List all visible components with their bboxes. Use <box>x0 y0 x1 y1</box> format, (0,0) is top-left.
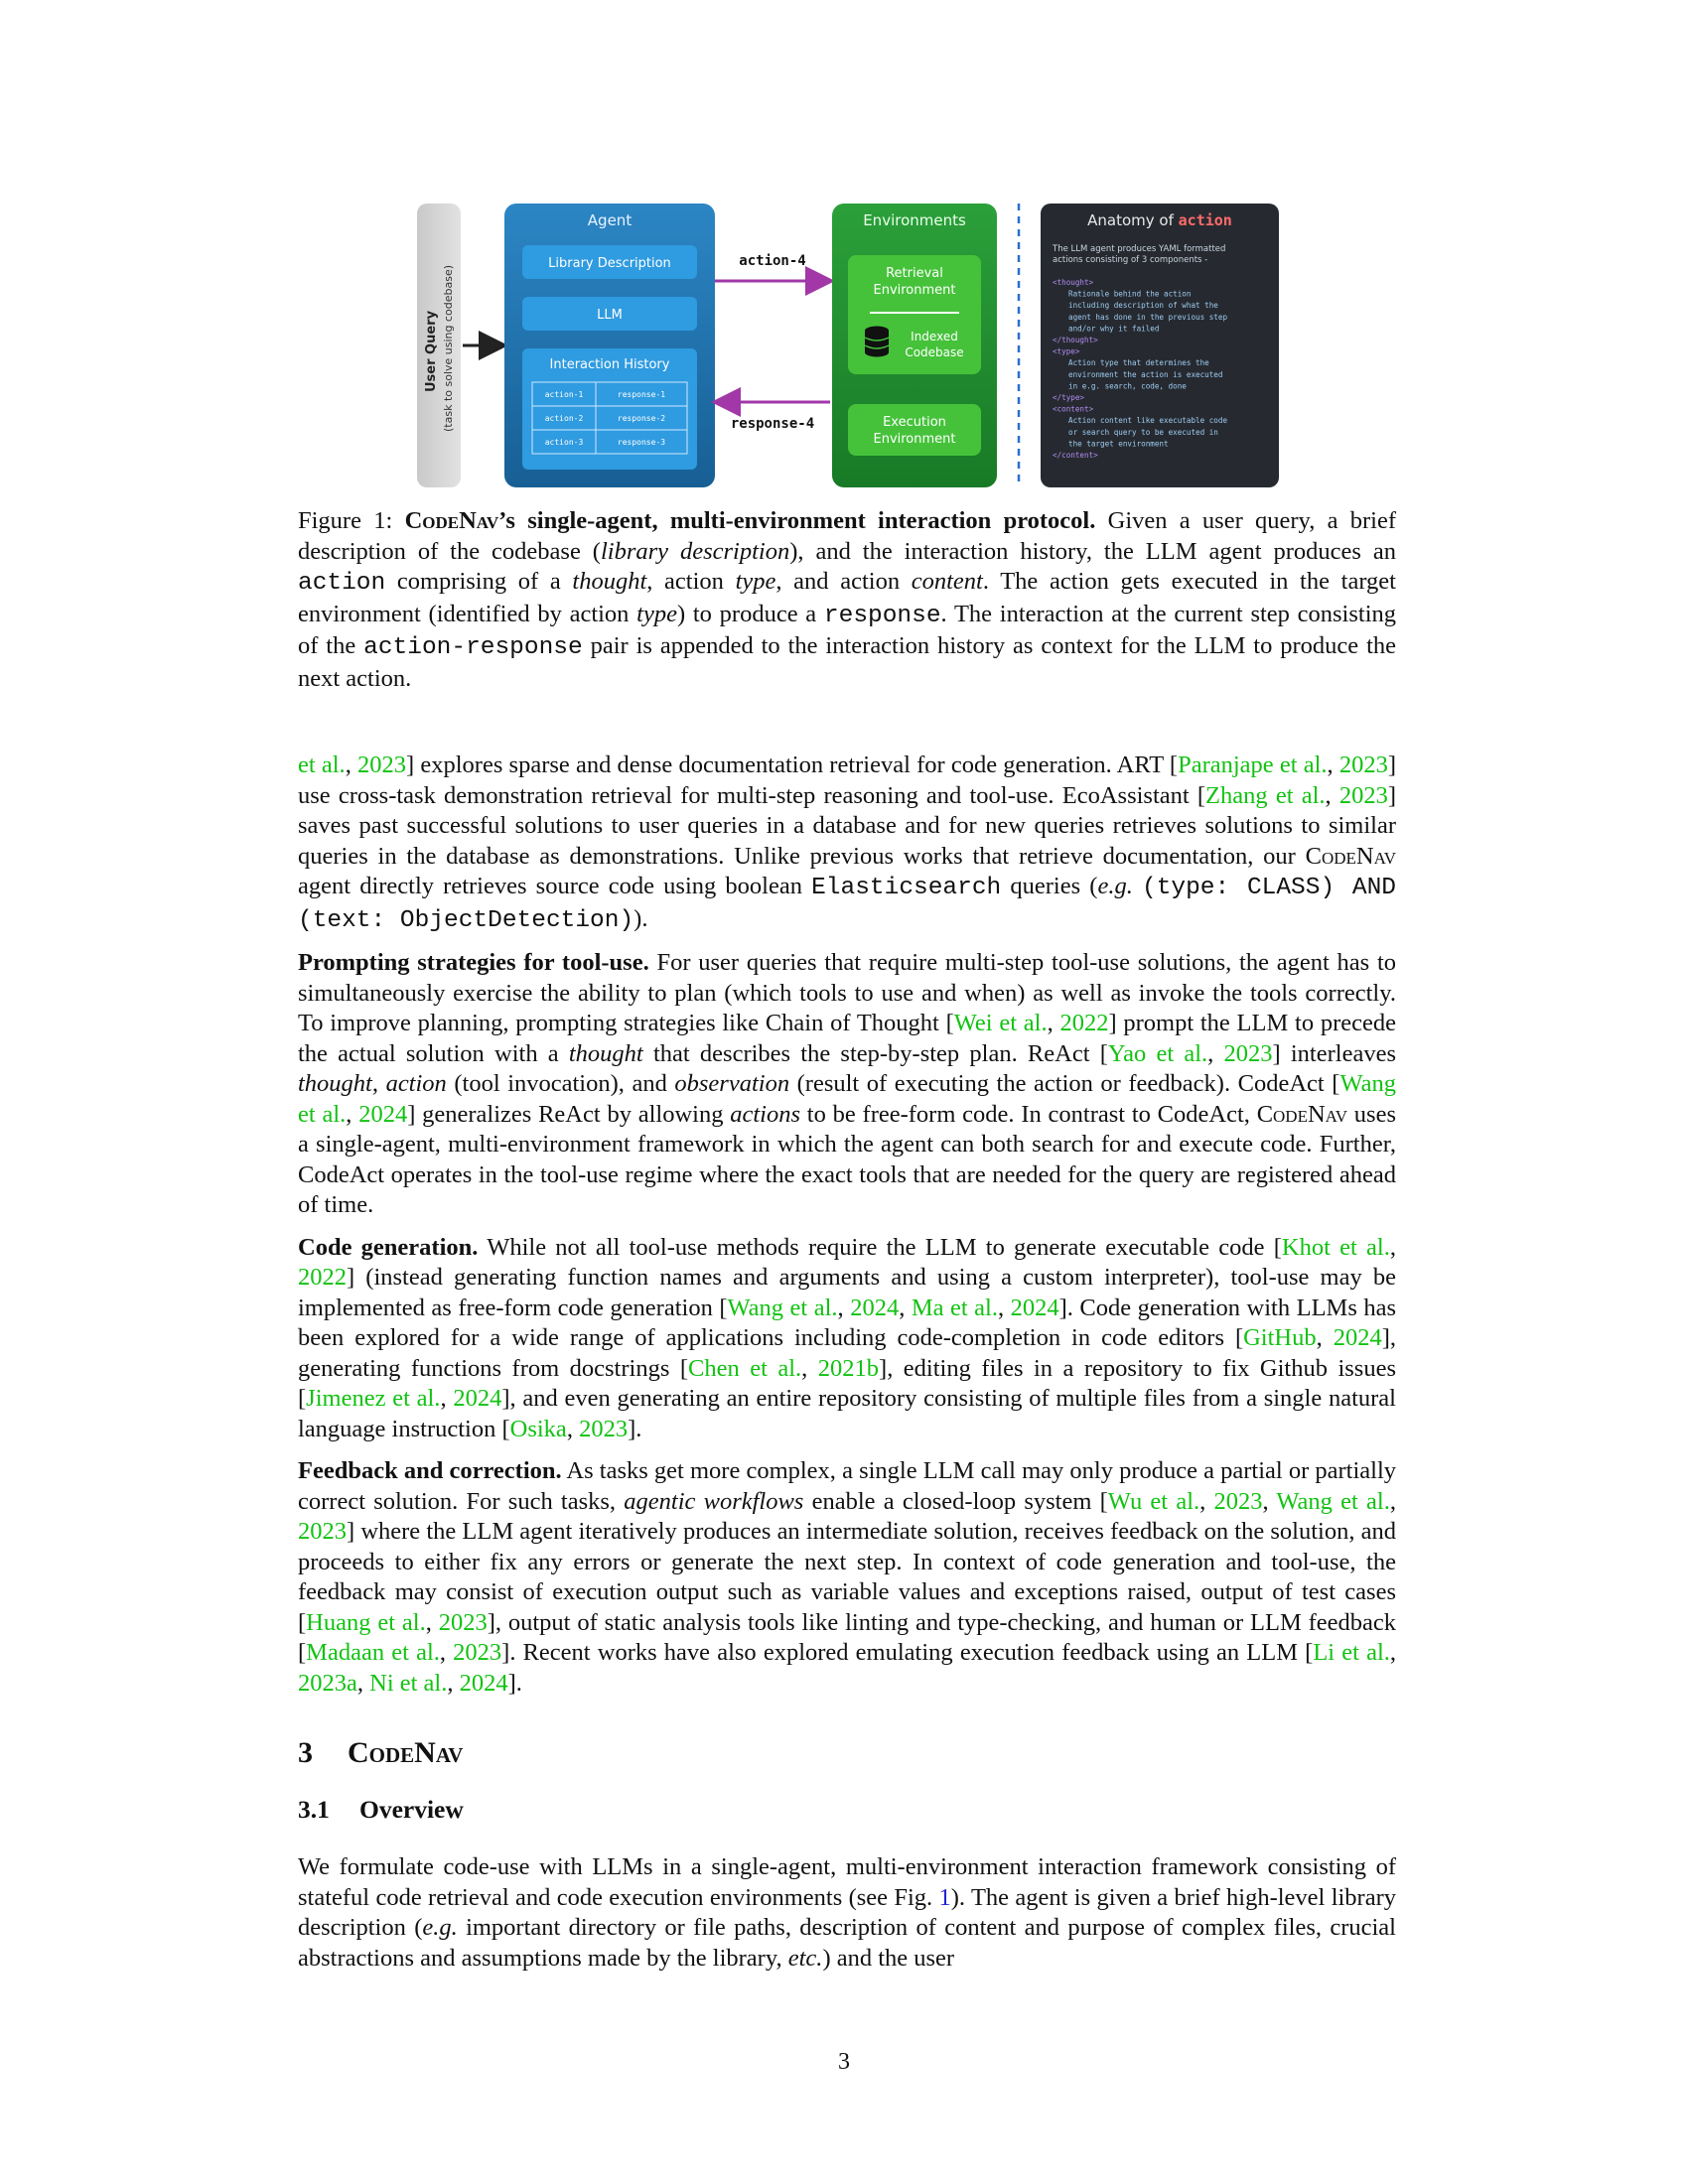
caption-text: . The interaction at the current step consisting of the <box>298 600 1397 659</box>
citation-link[interactable]: Madaan et al. <box>306 1639 440 1666</box>
inline-code: (type: CLASS) AND (text: ObjectDetection) <box>298 875 1396 934</box>
retrieval-env-line1: Retrieval <box>886 266 943 281</box>
figure-reference-link[interactable]: 1 <box>938 1883 951 1911</box>
section-heading <box>298 1738 1396 1769</box>
caption-text: , and action <box>775 568 912 595</box>
code-text-line: in e.g. search, code, done <box>1068 381 1187 391</box>
history-action-cell: action-1 <box>544 390 584 399</box>
codenav-name: CodeNav <box>404 507 499 534</box>
indexed-codebase-line1: Indexed <box>911 330 958 343</box>
environments-panel <box>832 204 997 487</box>
citation-link[interactable]: Paranjape et al. <box>1178 751 1328 778</box>
page-number: 3 <box>838 2049 850 2075</box>
code-tag-line: </type> <box>1053 393 1085 402</box>
caption-text: comprising of a <box>385 568 573 595</box>
caption-text: ) to produce a <box>676 600 824 627</box>
citation-link[interactable]: 2023 <box>1213 1487 1263 1515</box>
citation-link[interactable]: 2023 <box>453 1639 502 1666</box>
paragraph-code-generation: Code generation. While not all tool-use methods require the LLM to generate executable code [Khot et al., 2022] (instead generating function names and arguments and using a custom interpreter), tool-use may be implemented as free-form code generation [Wang et al., 2024, Ma et al., 2024]. Code generation with LLMs has been explored for a wide range of applications including code-completion in code editors [GitHub, 2024], generating functions from docstrings [Chen et al., 2021b], editing files in a repository to fix Github issues [Jimenez et al., 2024], and even generating an entire repository consisting of multiple files from a single natural language instruction [Osika, 2023]. <box>298 1233 1397 1442</box>
code-text-line: agent has done in the previous step <box>1068 312 1228 322</box>
history-action-cell: action-3 <box>544 438 584 447</box>
citation-link[interactable]: 2024 <box>453 1385 502 1412</box>
citation-link[interactable]: 2023 <box>298 1518 347 1545</box>
citation-link[interactable]: GitHub <box>1243 1324 1317 1351</box>
response-arrow-label: response-4 <box>730 416 815 432</box>
caption-bold-rest: ’s single-agent, multi-environment interaction protocol. <box>498 507 1096 534</box>
paragraph-prompting: Prompting strategies for tool-use. For user queries that require multi-step tool-use solutions, the agent has to simultaneously exercise the ability to plan (which tools to use and when) as well as invoke the tools correctly. To improve planning, prompting strategies like Chain of Thought [Wei et al., 2022] prompt the LLM to precede the actual solution with a thought that describes the step-by-step plan. ReAct [Yao et al., 2023] interleaves thought, action (tool invocation), and observation (result of executing the action or feedback). CodeAct [Wang et al., 2024] generalizes ReAct by allowing actions to be free-form code. In contrast to CodeAct, CodeNav uses a single-agent, multi-environment framework in which the agent can both search for and execute code. Further, CodeAct operates in the tool-use regime where the exact tools that are needed for the query are registered ahead of time. <box>298 949 1397 1218</box>
citation-link[interactable]: Ni et al. <box>369 1669 448 1697</box>
citation-link[interactable]: 2023 <box>1338 781 1388 809</box>
inline-code: Elasticsearch <box>811 875 1002 901</box>
section-title: CodeNav <box>348 1736 464 1769</box>
code-text-line: Rationale behind the action <box>1068 289 1192 299</box>
paragraph-heading: Feedback and correction. <box>298 1457 562 1484</box>
citation-link[interactable]: 2023 <box>438 1608 488 1636</box>
anatomy-title: Anatomy of action <box>1087 211 1232 229</box>
subsection-heading <box>298 1795 1396 1826</box>
action-arrow-label: action-4 <box>739 253 806 269</box>
codenav-name: CodeNav <box>1256 1100 1348 1128</box>
citation-link[interactable]: 2022 <box>298 1264 347 1291</box>
code-tag-line: </thought> <box>1053 336 1098 344</box>
citation-link[interactable]: Wu et al. <box>1107 1487 1200 1515</box>
caption-bold-title <box>405 507 1096 534</box>
caption-code: response <box>823 602 941 629</box>
figure-1 <box>417 204 1281 491</box>
caption-text: pair is appended to the interaction history as context for the LLM to produce the next action. <box>298 632 1396 692</box>
caption-italic: type <box>735 568 776 595</box>
code-text-line: or search query to be executed in <box>1068 427 1218 437</box>
citation-link[interactable]: Osika <box>509 1415 567 1442</box>
body-text <box>298 751 1396 1985</box>
citation-link[interactable]: 2024 <box>1333 1324 1382 1351</box>
anatomy-title-keyword: action <box>1178 211 1232 229</box>
anatomy-desc-line2: actions consisting of 3 components - <box>1053 255 1208 265</box>
code-text-line: the target environment <box>1068 439 1169 449</box>
citation-link[interactable]: 2024 <box>358 1100 408 1128</box>
indexed-codebase-line2: Codebase <box>905 345 964 359</box>
code-tag-line: <type> <box>1053 346 1080 356</box>
figure-caption <box>298 506 1396 694</box>
citation-link[interactable]: 2022 <box>1059 1010 1109 1036</box>
citation-link[interactable]: Zhang et al. <box>1205 781 1326 809</box>
caption-text: ), and the interaction history, the LLM agent produces an <box>789 537 1396 565</box>
caption-text: . The action gets executed in the target environment (identified by action <box>298 568 1396 627</box>
execution-env-line2: Environment <box>873 432 956 447</box>
citation-link[interactable]: 2023 <box>579 1415 629 1442</box>
citation-link[interactable]: Wang et al. <box>298 1070 1396 1128</box>
anatomy-desc-line1: The LLM agent produces YAML formatted <box>1053 244 1226 254</box>
execution-env-line1: Execution <box>883 415 946 430</box>
history-response-cell: response-1 <box>617 390 666 399</box>
caption-code: action-response <box>363 634 583 661</box>
user-query-panel <box>417 204 461 487</box>
caption-italic: type <box>636 600 677 627</box>
llm-label: LLM <box>597 308 623 323</box>
subsection-number: 3.1 <box>298 1794 330 1824</box>
agent-title: Agent <box>587 211 633 229</box>
database-icon <box>865 327 889 357</box>
paragraph-overview: We formulate code-use with LLMs in a single-agent, multi-environment interaction framework consisting of stateful code retrieval and code execution environments (see Fig. 1). The agent is given a brief high-level library description (e.g. important directory or file paths, description of content and purpose of complex files, crucial abstractions and assumptions made by the library, etc.) and the user <box>298 1853 1397 1972</box>
citation-link[interactable]: Wang et al. <box>1276 1487 1390 1515</box>
code-tag-line: </content> <box>1053 451 1098 460</box>
anatomy-panel <box>1041 204 1279 487</box>
user-query-title: User Query <box>424 310 439 392</box>
paragraph-feedback: Feedback and correction. As tasks get more complex, a single LLM call may only produce a partial or partially correct solution. For such tasks, agentic workflows enable a closed-loop system [Wu et al., 2023, Wang et al., 2023] where the LLM agent iteratively produces an intermediate solution, receives feedback on the solution, and proceeds to either fix any errors or generate the next step. In context of code generation and tool-use, the feedback may consist of execution output such as variable values and exceptions raised, output of test cases [Huang et al., 2023], output of static analysis tools like linting and type-checking, and human or LLM feedback [Madaan et al., 2023]. Recent works have also explored emulating execution feedback using an LLM [Li et al., 2023a, Ni et al., 2024]. <box>298 1457 1397 1697</box>
paragraph-heading: Prompting strategies for tool-use. <box>298 949 649 976</box>
codenav-name: CodeNav <box>1305 842 1396 870</box>
citation-link[interactable]: 2023a <box>298 1669 357 1697</box>
code-tag-line: <content> <box>1053 404 1094 414</box>
paragraph-retrieval: et al., 2023] explores sparse and dense documentation retrieval for code generation. ART [Paranjape et al., 2023] use cross-task demonstration retrieval for multi-step reasoning and tool-use. EcoAssistant [Zhang et al., 2023] saves past successful solutions to user queries in a database and for new queries retrieves solutions to similar queries in the database as demonstrations. Unlike previous works that retrieve documentation, our CodeNav agent directly retrieves source code using boolean Elasticsearch queries (e.g. (type: CLASS) AND (text: ObjectDetection)). <box>298 751 1397 934</box>
caption-italic: content <box>911 568 983 595</box>
caption-italic: thought <box>572 568 647 595</box>
paragraph-heading: Code generation. <box>298 1233 479 1261</box>
history-response-cell: response-3 <box>617 438 666 447</box>
agent-panel <box>504 204 715 487</box>
history-response-cell: response-2 <box>617 414 666 423</box>
caption-text: Given a user query, a brief description of the codebase ( <box>298 507 1396 565</box>
citation-link[interactable]: 2023 <box>1338 751 1388 778</box>
caption-label: Figure 1: <box>298 507 405 534</box>
code-text-line: environment the action is executed <box>1068 369 1223 379</box>
caption-code: action <box>298 570 386 597</box>
environments-title: Environments <box>863 211 966 229</box>
user-query-subtitle: (task to solve using codebase) <box>442 264 455 432</box>
citation-link[interactable]: Yao et al. <box>1107 1039 1208 1067</box>
history-action-cell: action-2 <box>544 414 584 423</box>
citation-link[interactable]: 2024 <box>1010 1294 1059 1321</box>
citation-link[interactable]: Huang et al. <box>306 1608 426 1636</box>
citation-link[interactable]: Jimenez et al. <box>306 1385 441 1412</box>
caption-italic: library description <box>600 537 790 565</box>
execution-environment-box <box>848 404 981 456</box>
citation-link[interactable]: 2023 <box>1223 1039 1273 1067</box>
citation-link[interactable]: 2023 <box>357 751 407 778</box>
citation-link[interactable]: Chen et al. <box>688 1354 802 1382</box>
caption-text: , action <box>646 568 736 595</box>
code-text-line: Action type that determines the <box>1068 358 1209 368</box>
citation-link[interactable]: Li et al. <box>1313 1639 1390 1666</box>
retrieval-env-line2: Environment <box>873 283 956 298</box>
citation-link[interactable]: 2024 <box>459 1669 508 1697</box>
citation-link[interactable]: Ma et al. <box>911 1294 998 1321</box>
interaction-history-label: Interaction History <box>549 357 670 372</box>
citation-link[interactable]: Khot et al. <box>1281 1233 1390 1261</box>
code-text-line: and/or why it failed <box>1068 324 1160 334</box>
citation-link[interactable]: 2021b <box>817 1354 880 1382</box>
code-text-line: Action content like executable code <box>1068 416 1228 426</box>
code-tag-line: <thought> <box>1053 278 1094 287</box>
figure-1-diagram <box>417 204 1281 491</box>
citation-link[interactable]: Wang et al. <box>727 1294 838 1321</box>
citation-link[interactable]: Wei et al. <box>953 1010 1048 1036</box>
code-text-line: including description of what the <box>1068 301 1218 311</box>
subsection-title: Overview <box>359 1794 464 1824</box>
citation-link[interactable]: et al. <box>298 751 346 778</box>
library-description-label: Library Description <box>548 256 671 271</box>
citation-link[interactable]: 2024 <box>850 1294 900 1321</box>
section-number: 3 <box>298 1736 313 1769</box>
